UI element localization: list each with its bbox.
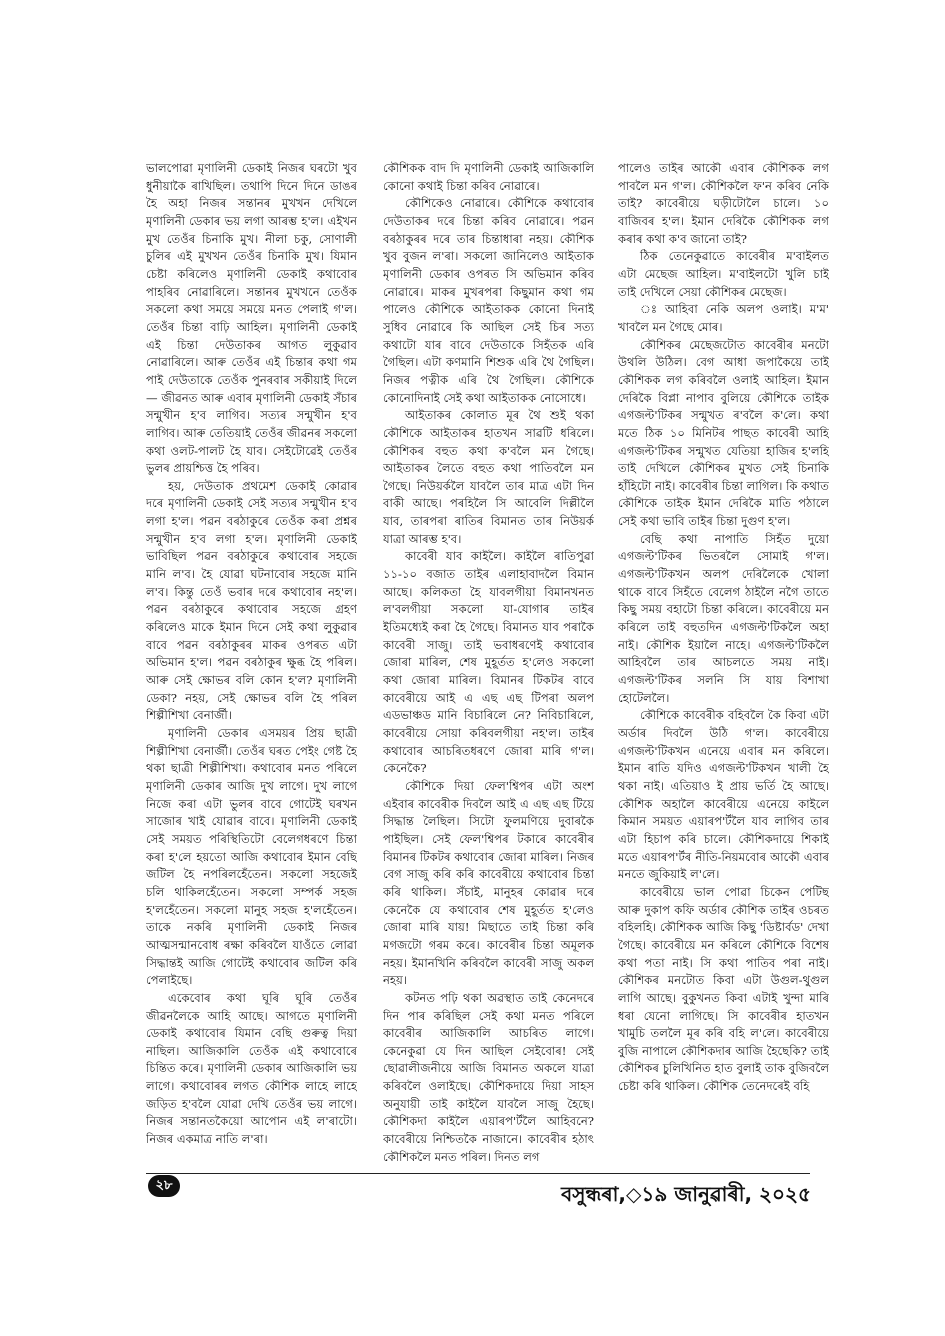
paragraph: ঠিক তেনেকুৱাতে কাবেৰীৰ ম'বাইলত এটা মেছেজ আহিল। ম'বাইলটো খুলি চাই তাই দেখিলে সেয়া কৌশিকৰ মেছেজ। [618, 249, 829, 299]
paragraph: বেছি কথা নাপাতি সিহঁত দুয়ো এগজল্ট'টিকৰ ভিতৰলৈ সোমাই গ'ল। এগজল্ট'টিকখন অলপ দেৰিলৈকে খোলা থাকে বাবে সিহঁতে বেলেগ ঠাইলৈ নগৈ তাতে কিছু সময় বহাটো চিন্তা কৰিলে। কাবেৰীয়ে মন কৰিলে তাই বহুতদিন এগজল্ট'টিকলৈ অহা নাই। কৌশিক ইয়ালৈ নাহে। এগজল্ট'টিকলৈ আহিবলৈ তাৰ আচলতে সময় নাই। এগজল্ট'টিকৰ সলনি সি যায় বিশাখা হোটেললৈ। [618, 531, 829, 705]
paragraph: কাবেৰীয়ে ভাল পোৱা চিকেন পেটিছ আৰু দুকাপ কফি অৰ্ডাৰ কৌশিক তাইৰ ওচৰত বহিলহি। কৌশিকক আজি কিছু 'ডিষ্টাৰ্বড' দেখা গৈছে। কাবেৰীয়ে মন কৰিলে কৌশিকে বিশেষ কথা পতা নাই। সি কথা পাতিব পৰা নাই। কৌশিকৰ মনটোত কিবা এটা উগুল-থুগুল লাগি আছে। বুকুখনত কিবা এটাই খুন্দা মাৰি ধৰা যেনো লাগিছে। সি কাবেৰীৰ হাতখন খামুচি তললৈ মূৰ কৰি বহি ল'লে। কাবেৰীয়ে বুজি নাপালে কৌশিকদাৰ আজি হৈছেকি? তাই কৌশিকৰ চুলিখিনিত হাত বুলাই তাক বুজিবলৈ চেষ্টা কৰি থাকিল। কৌশিক তেনেদৰেই বহি [618, 884, 829, 1094]
footer-rule [146, 1173, 810, 1174]
paragraph: পালেও তাইৰ আকৌ এবাৰ কৌশিকক লগ পাবলৈ মন গ'ল। কৌশিকলৈ ফ'ন কৰিব নেকি তাই? কাবেৰীয়ে ঘড়ীটোলৈ চালে। ১০ বাজিবৰ হ'ল। ইমান দেৰিকৈ কৌশিকক লগ কৰাৰ কথা ক'ব জানো তাই? [618, 161, 829, 246]
text-column-2 [383, 160, 594, 1170]
paragraph: কাবেৰী যাব কাইলৈ। কাইলৈ ৰাতিপুৱা ১১-১০ বজাত তাইৰ এলাহাবাদলৈ বিমান আছে। কলিকতা হৈ যাবলগীয়া বিমানখনত ল'বলগীয়া সকলো যা-যোগাৰ তাইৰ ইতিমধ্যেই কৰা হৈ গৈছে। বিমানত যাব পৰাকৈ কাবেৰী সাজু। তাই ভবাধৰণেই কথাবোৰ জোৰা মাৰিল, শেষ মুহূৰ্তত হ'লেও সকলো কথা জোৰা মাৰিল। বিমানৰ টিকটৰ বাবে কাবেৰীয়ে আই এ এছ এছ টিপৰা অলপ এডভাঞ্চড মানি বিচাৰিলে নে? নিবিচাৰিলে, কাবেৰীয়ে সোয়া কৰিবলগীয়া নহ'ল। তাইৰ কথাবোৰ আচৰিতধৰণে জোৰা মাৰি গ'ল। কেনেকৈ? [383, 549, 594, 776]
paragraph: আইতাকৰ কোলাত মূৰ থৈ শুই থকা কৌশিকে আইতাকৰ হাতখন সাৱটি ধৰিলে। কৌশিকৰ বহুত কথা ক'বলৈ মন গৈছে। আইতাকৰ লৈতে বহুত কথা পাতিবলৈ মন গৈছে। নিউয়ৰ্কলৈ যাবলৈ তাৰ মাত্ৰ এটা দিন বাকী আছে। পৰহিলৈ সি আবেলি দিল্লীলৈ যাব, তাৰপৰা ৰাতিৰ বিমানত তাৰ নিউয়ৰ্ক যাত্ৰা আৰম্ভ হ'ব। [383, 408, 594, 546]
text-column-3 [618, 160, 829, 1170]
paragraph: কটনত পঢ়ি থকা অৱস্থাত তাই কেনেদৰে দিন পাৰ কৰিছিল সেই কথা মনত পৰিলে কাবেৰীৰ আজিকালি আচৰিত লাগে। কেনেকুৱা যে দিন আছিল সেইবোৰ! সেই ছোৱালীজনীয়ে আজি বিমানত অকলে যাত্ৰা কৰিবলৈ ওলাইছে। কৌশিকদায়ে দিয়া সাহস অনুযায়ী তাই কাইলৈ যাবলৈ সাজু হৈছে। কৌশিকদা কাইলৈ এয়াৰপ'ৰ্টলৈ আহিবনে? কাবেৰীয়ে নিশ্চিতকৈ নাজানে। কাবেৰীৰ হঠাৎ কৌশিকলৈ মনত পৰিল। দিনত লগ [383, 990, 594, 1164]
paragraph: মৃণালিনী ডেকাৰ এসময়ৰ প্ৰিয় ছাত্ৰী শিল্পীশিখা বেনাৰ্জী। তেওঁৰ ঘৰত পেইং গেষ্ট হৈ থকা ছাত্ৰী শিল্পীশিখা। কথাবোৰ মনত পৰিলে মৃণালিনী ডেকাৰ আজি দুখ লাগে। দুখ লাগে নিজে কৰা এটা ভুলৰ বাবে গোটেই ঘৰখন সাজোৰ খাই যোৱাৰ বাবে। মৃণালিনী ডেকাই সেই সময়ত পৰিস্থিতিটো বেলেগধৰণে চিন্তা কৰা হ'লে হয়তো আজি কথাবোৰ ইমান বেছি জটিল হৈ নপৰিলহেঁতেন। সকলো সহজেই চলি থাকিলহেঁতেন। সকলো সম্পৰ্ক সহজ হ'লহেঁতেন। সকলো মানুহ সহজ হ'লহেঁতেন। তাকে নকৰি মৃণালিনী ডেকাই নিজৰ আত্মসন্মানবোধ ৰক্ষা কৰিবলৈ যাওঁতে লোৱা সিদ্ধান্তই আজি গোটেই কথাবোৰ জটিল কৰি পেলাইছে। [146, 726, 357, 988]
publication-name: বসুন্ধৰা, [561, 1182, 627, 1206]
separator-icon: ◇ [626, 1182, 642, 1206]
paragraph: কৌশিকে দিয়া ফেল'শ্বিপৰ এটা অংশ এইবাৰ কাবেৰীক দিবলৈ আই এ এছ এছ টিয়ে সিদ্ধান্ত লৈছিল। সিটো ফুলমণিয়ে দুবাৰকৈ পাইছিল। সেই ফেল'শ্বিপৰ টকাৰে কাবেৰীৰ বিমানৰ টিকটৰ কথাবোৰ জোৰা মাৰিল। নিজৰ বেগ সাজু কৰি কৰি কাবেৰীয়ে কথাবোৰ চিন্তা কৰি থাকিল। সঁচাই, মানুহৰ কোৱাৰ দৰে কেনেকৈ যে কথাবোৰ শেষ মুহূৰ্তত হ'লেও জোৰা মাৰি যায়! মিছাতে তাই চিন্তা কৰি মগজটো গৰম কৰে। কাবেৰীৰ চিন্তা অমূলক নহয়। ইমানখিনি কৰিবলৈ কাবেৰী সাজু অকল নহয়। [383, 778, 594, 988]
paragraph: কৌশিকক বাদ দি মৃণালিনী ডেকাই আজিকালি কোনো কথাই চিন্তা কৰিব নোৱাৰে। [383, 161, 594, 193]
text-column-1 [146, 160, 357, 1170]
paragraph: কৌশিকৰ মেছেজটোত কাবেৰীৰ মনটো উথলি উঠিল। বেগ আধা জপাকৈয়ে তাই কৌশিকক লগ কৰিবলৈ ওলাই আহিল। ইমান দেৰিকৈ বিপ্লা নাপাব বুলিয়ে কৌশিকে তাইক এগজল্ট'টিকৰ সন্মুখত ৰ'বলৈ ক'লে। কথা মতে ঠিক ১০ মিনিটৰ পাছত কাবেৰী আহি এগজল্ট'টিকৰ সন্মুখত যেতিয়া হাজিৰ হ'লহি তাই দেখিলে কৌশিকৰ মুখত সেই চিনাকি হাঁহিটো নাই। কাবেৰীৰ চিন্তা লাগিল। কি কথাত কৌশিকে তাইক ইমান দেৰিকৈ মাতি পঠালে সেই কথা ভাবি তাইৰ চিন্তা দুগুণ হ'ল। [618, 337, 829, 529]
footer-masthead [561, 1180, 811, 1213]
paragraph: ঃ আহিবা নেকি অলপ ওলাই। ম'ম' খাবলৈ মন গৈছে মোৰ। [618, 302, 829, 334]
page-number-badge: ২৮ [148, 1175, 180, 1197]
paragraph: হয়, দেউতাক প্ৰথমেশ ডেকাই কোৱাৰ দৰে মৃণালিনী ডেকাই সেই সত্যৰ সন্মুখীন হ'ব লগা হ'ল। পৱন বৰঠাকুৰে তেওঁক কৰা প্ৰশ্নৰ সন্মুখীন হ'ব লগা হ'ল। মৃণালিনী ডেকাই ভাবিছিল পৱন বৰঠাকুৰে কথাবোৰ সহজে মানি ল'ব। হৈ যোৱা ঘটনাবোৰ সহজে মানি ল'ব। কিন্তু তেওঁ ভবাৰ দৰে কথাবোৰ নহ'ল। পৱন বৰঠাকুৰে কথাবোৰ সহজে গ্ৰহণ কৰিলেও মাকে ইমান দিনে সেই কথা লুকুৱাৰ বাবে পৱন বৰঠাকুৰৰ মাকৰ ওপৰত এটা অভিমান হ'ল। পৱন বৰঠাকুৰ ক্ষুব্ধ হৈ পৰিল। আৰু সেই ক্ষোভৰ বলি কোন হ'ল? মৃণালিনী ডেকা? নহয়, সেই ক্ষোভৰ বলি হৈ পৰিল শিল্পীশিখা বেনাৰ্জী। [146, 478, 357, 723]
paragraph: একেবোৰ কথা ঘূৰি ঘূৰি তেওঁৰ জীৱনলৈকে আহি আছে। আগতে মৃণালিনী ডেকাই কথাবোৰ যিমান বেছি গুৰুত্ব দিয়া নাছিল। আজিকালি তেওঁক এই কথাবোৰে চিন্তিত কৰে। মৃণালিনী ডেকাৰ আজিকালি ভয় লাগে। কথাবোৰৰ লগত কৌশিক লাহে লাহে জড়িত হ'বলৈ যোৱা দেখি তেওঁৰ ভয় লাগে। নিজৰ সন্তানতকৈয়ো আপোন এই ল'ৰাটো। নিজৰ একমাত্ৰ নাতি ল'ৰা। [146, 990, 357, 1147]
paragraph: ভালপোৱা মৃণালিনী ডেকাই নিজৰ ঘৰটো খুব ধুনীয়াকৈ ৰাখিছিল। তথাপি দিনে দিনে ডাঙৰ হৈ অহা নিজৰ সন্তানৰ মুখখন দেখিলে মৃণালিনী ডেকাৰ ভয় লগা আৰম্ভ হ'ল। এইখন মুখ তেওঁৰ চিনাকি মুখ। নীলা চকু, সোণালী চুলিৰ এই মুখখন তেওঁৰ চিনাকি মুখ। যিমান চেষ্টা কৰিলেও মৃণালিনী ডেকাই কথাবোৰ পাহৰিব নোৱাৰিলে। সন্তানৰ মুখখনে তেওঁক সকলো কথা সময়ে সময়ে মনত পেলাই গ'ল। তেওঁৰ চিন্তা বাঢ়ি আহিল। মৃণালিনী ডেকাই এই চিন্তা দেউতাকৰ আগত লুকুৱাব নোৱাৰিলে। আৰু তেওঁৰ এই চিন্তাৰ কথা গম পাই দেউতাকে তেওঁক পুনৰবাৰ সকীয়াই দিলে— জীৱনত আৰু এবাৰ মৃণালিনী ডেকাই সঁচাৰ সন্মুখীন হ'ব লাগিব। সত্যৰ সন্মুখীন হ'ব লাগিব। আৰু তেতিয়াই তেওঁৰ জীৱনৰ সকলো কথা ওলট-পালট হৈ যাব। সেইটোৱেই তেওঁৰ ভুলৰ প্ৰায়শ্চিত্ত হৈ পৰিব। [146, 161, 357, 476]
issue-date: ১৯ জানুৱাৰী, ২০২৫ [641, 1182, 811, 1206]
paragraph: কৌশিকেও নোৱাৰে। কৌশিকে কথাবোৰ দেউতাকৰ দৰে চিন্তা কৰিব নোৱাৰে। পৱন বৰঠাকুৰৰ দৰে তাৰ চিন্তাধাৰা নহয়। কৌশিক খুব বুজন ল'ৰা। সকলো জানিলেও আইতাক মৃণালিনী ডেকাৰ ওপৰত সি অভিমান কৰিব নোৱাৰে। মাকৰ মুখৰপৰা কিছুমান কথা গম পালেও কৌশিকে আইতাকক কোনো দিনাই সুধিব নোৱাৰে কি আছিল সেই চিৰ সত্য কথাটো যাৰ বাবে দেউতাকে সিহঁতক এৰি গৈছিল। এটা কণমানি শিশুক এৰি থৈ গৈছিল। নিজৰ পত্নীক এৰি থৈ গৈছিল। কৌশিকে কোনোদিনাই সেই কথা আইতাকক নোসোধে। [383, 196, 594, 405]
paragraph: কৌশিকে কাবেৰীক বহিবলৈ কৈ কিবা এটা অৰ্ডাৰ দিবলৈ উঠি গ'ল। কাবেৰীয়ে এগজল্ট'টিকখন এনেয়ে এবাৰ মন কৰিলে। ইমান ৰাতি যদিও এগজল্ট'টিকখন খালী হৈ থকা নাই। এতিয়াও ই প্ৰায় ভৰ্তি হৈ আছে। কৌশিক অহালৈ কাবেৰীয়ে এনেয়ে কাইলে কিমান সময়ত এয়াৰপ'ৰ্টলৈ যাব লাগিব তাৰ এটা হিচাপ কৰি চালে। কৌশিকদায়ে শিকাই মতে এয়াৰপ'ৰ্টৰ নীতি-নিয়মবোৰ আকৌ এবাৰ মনতে জুকিয়াই ল'লে। [618, 708, 829, 882]
